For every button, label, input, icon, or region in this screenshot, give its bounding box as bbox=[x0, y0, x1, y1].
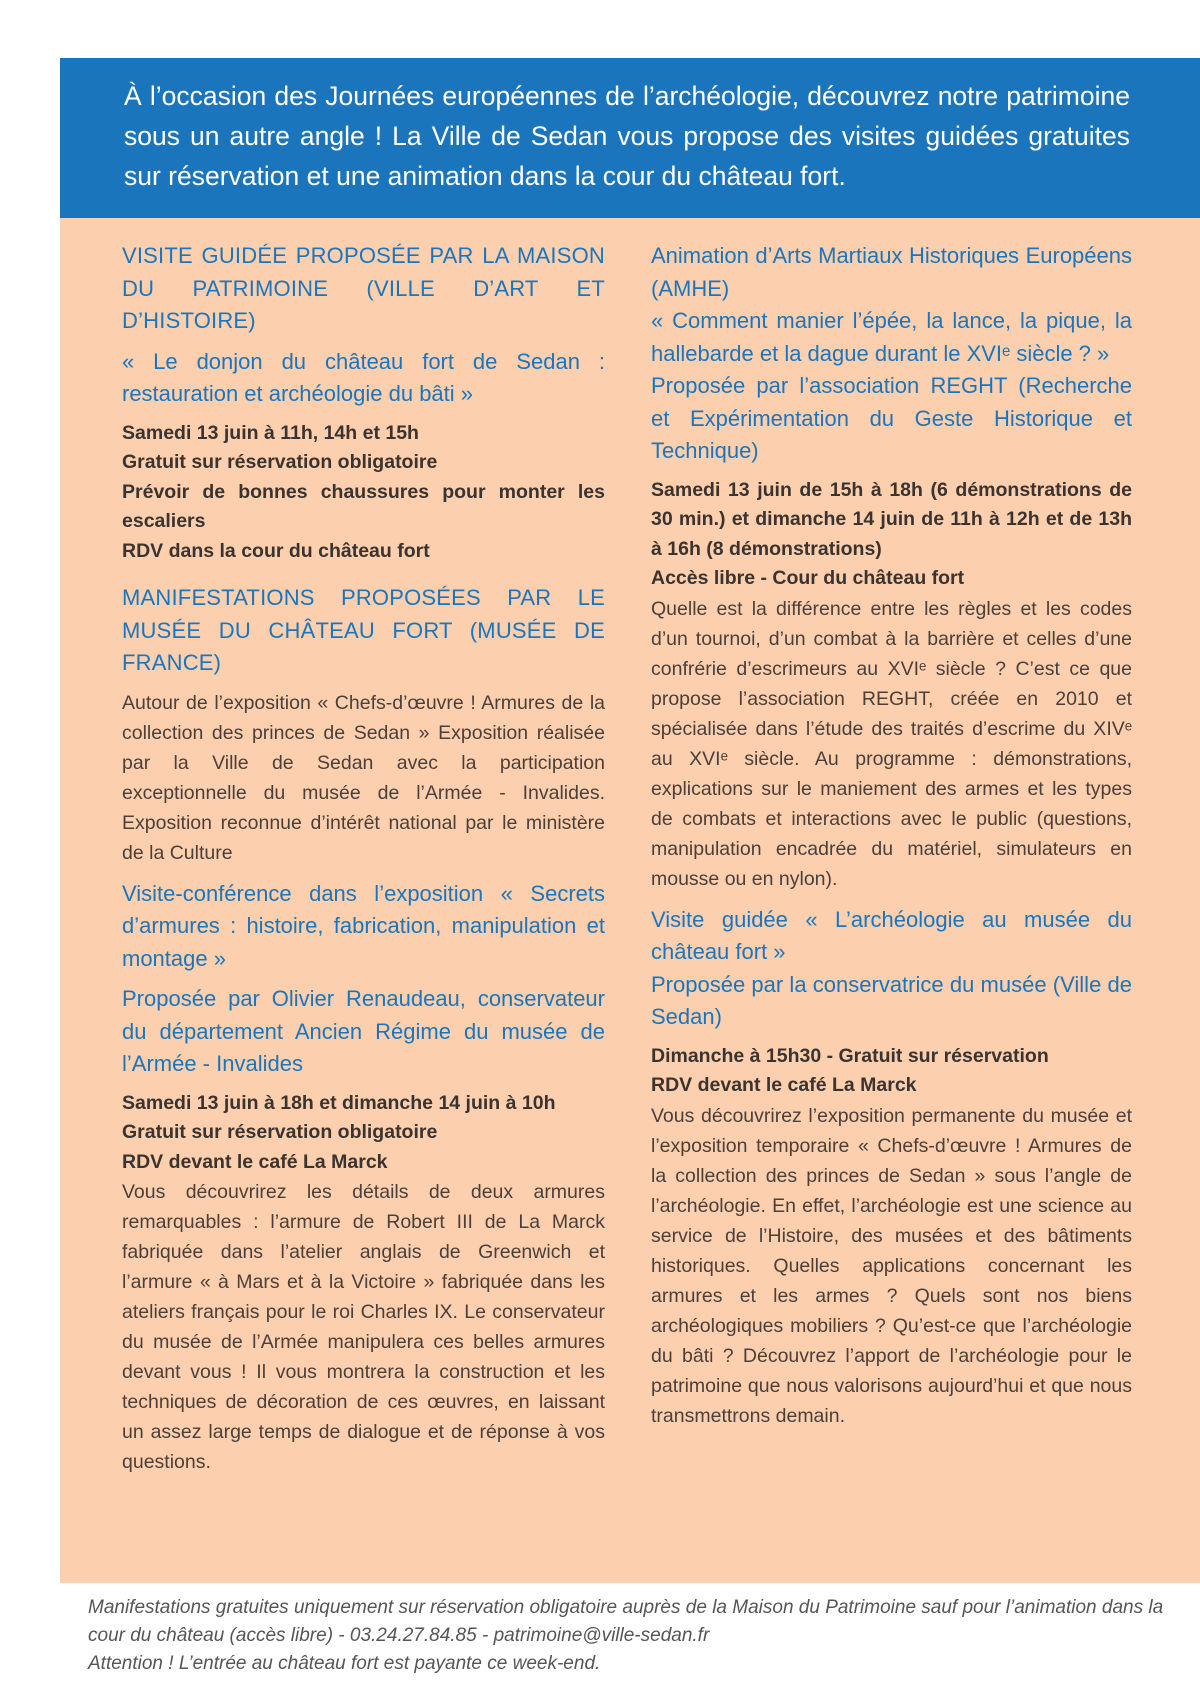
footer-reservation-note: Manifestations gratuites uniquement sur réservation obligatoire auprès de la Maison du Patrimoine sauf pour l’animation dans la cour du château (accès libre) - 03.24.27.84.85 - patrimoine@ville-sedan.fr bbox=[88, 1597, 1164, 1646]
event-info-line: Accès libre - Cour du château fort bbox=[651, 567, 965, 589]
event-info-line: RDV dans la cour du château fort bbox=[122, 539, 430, 562]
event-title-donjon: « Le donjon du château fort de Sedan : restauration et archéologie du bâti » bbox=[122, 348, 605, 406]
event-info-line: RDV devant le café La Marck bbox=[122, 1150, 388, 1173]
event-title-martial-arts: Animation d’Arts Martiaux Historiques Européens (AMHE) bbox=[651, 243, 1132, 301]
section-heading-guided-visit: VISITE GUIDÉE PROPOSÉE PAR LA MAISON DU PATRIMOINE (VILLE D’ART ET D’HISTOIRE) bbox=[122, 243, 605, 333]
intro-banner bbox=[60, 58, 1200, 218]
event-description: Quelle est la différence entre les règles et les codes d’un tournoi, d’un combat à la barrière et celles d’une confrérie d’escrimeurs au XVIᵉ siècle ? C’est ce que propose l’association REGHT, créée en 2010 et spécialisée dans l’étude des traités d’escrime du XIVᵉ au XVIᵉ siècle. Au programme : démonstrations, explications sur le maniement des armes et les types de combats et interactions avec le public (questions, manipulation encadrée du matériel, simulateurs en mousse ou en nylon). bbox=[651, 597, 1132, 890]
event-info-line: Samedi 13 juin à 11h, 14h et 15h bbox=[122, 421, 419, 444]
event-presenter: Proposée par la conservatrice du musée (Ville de Sedan) bbox=[651, 971, 1132, 1029]
footer-warning: Attention ! L’entrée au château fort est payante ce week-end. bbox=[88, 1653, 601, 1674]
event-title-conference: Visite-conférence dans l’exposition « Secrets d’armures : histoire, fabrication, manipulation et montage » bbox=[122, 880, 605, 971]
event-presenter: Proposée par Olivier Renaudeau, conservateur du département Ancien Régime du musée de l’Armée - Invalides bbox=[122, 986, 605, 1076]
event-info-line: Samedi 13 juin de 15h à 18h (6 démonstrations de 30 min.) et dimanche 14 juin de 11h à 12h et de 13h à 16h (8 démonstrations) bbox=[651, 478, 1132, 560]
event-info-line: Gratuit sur réservation obligatoire bbox=[122, 451, 438, 473]
event-info-line: Gratuit sur réservation obligatoire bbox=[122, 1121, 438, 1143]
event-info-line: RDV devant le café La Marck bbox=[651, 1074, 917, 1096]
exhibition-description: Autour de l’exposition « Chefs-d’œuvre ! Armures de la collection des princes de Sedan » Exposition réalisée par la Ville de Sedan avec la participation exceptionnelle du musée de l’Armée - Invalides. Exposition reconnue d’intérêt national par le ministère de la Culture bbox=[122, 691, 605, 864]
intro-text: À l’occasion des Journées européennes de l’archéologie, découvrez notre patrimoine sous un autre angle ! La Ville de Sedan vous propose des visites guidées gratuites sur réservation et une animation dans la cour du château fort. bbox=[124, 81, 1130, 191]
event-description: Vous découvrirez les détails de deux armures remarquables : l’armure de Robert III de La Marck fabriquée dans l’atelier anglais de Greenwich et l’armure « à Mars et à la Victoire » fabriquée dans les ateliers français pour le roi Charles IX. Le conservateur du musée de l’Armée manipulera ces belles armures devant vous ! Il vous montrera la construction et les techniques de décoration de ces œuvres, en laissant un assez large temps de dialogue et de réponse à vos questions. bbox=[122, 1181, 605, 1473]
event-info-line: Dimanche à 15h30 - Gratuit sur réservation bbox=[651, 1044, 1049, 1067]
program-panel bbox=[60, 218, 1200, 1583]
event-subtitle: « Comment manier l’épée, la lance, la pique, la hallebarde et la dague durant le XVIᵉ siècle ? » bbox=[651, 308, 1132, 366]
event-description: Vous découvrirez l’exposition permanente du musée et l’exposition temporaire « Chefs-d’œuvre ! Armures de la collection des princes de Sedan » sous l’angle de l’archéologie. En effet, l’archéologie est une science au service de l’Histoire, des musées et des bâtiments historiques. Quelles applications concernant les armures et les armes ? Quels sont nos biens archéologiques mobiliers ? Qu’est-ce que l’archéologie du bâti ? Découvrez l’apport de l’archéologie pour le patrimoine que nous valorisons aujourd’hui et que nous transmettrons demain. bbox=[651, 1104, 1132, 1427]
footer-note bbox=[88, 1594, 1168, 1678]
event-title-archaeology-visit: Visite guidée « L’archéologie au musée du château fort » bbox=[651, 906, 1132, 964]
event-info-line: Prévoir de bonnes chaussures pour monter les escaliers bbox=[122, 480, 605, 532]
right-column bbox=[651, 240, 1132, 1431]
left-column bbox=[122, 240, 605, 1477]
event-info-line: Samedi 13 juin à 18h et dimanche 14 juin à 10h bbox=[122, 1091, 556, 1114]
event-presenter: Proposée par l’association REGHT (Recherche et Expérimentation du Geste Historique et Technique) bbox=[651, 373, 1132, 463]
section-heading-museum-events: MANIFESTATIONS PROPOSÉES PAR LE MUSÉE DU CHÂTEAU FORT (MUSÉE DE FRANCE) bbox=[122, 585, 605, 675]
